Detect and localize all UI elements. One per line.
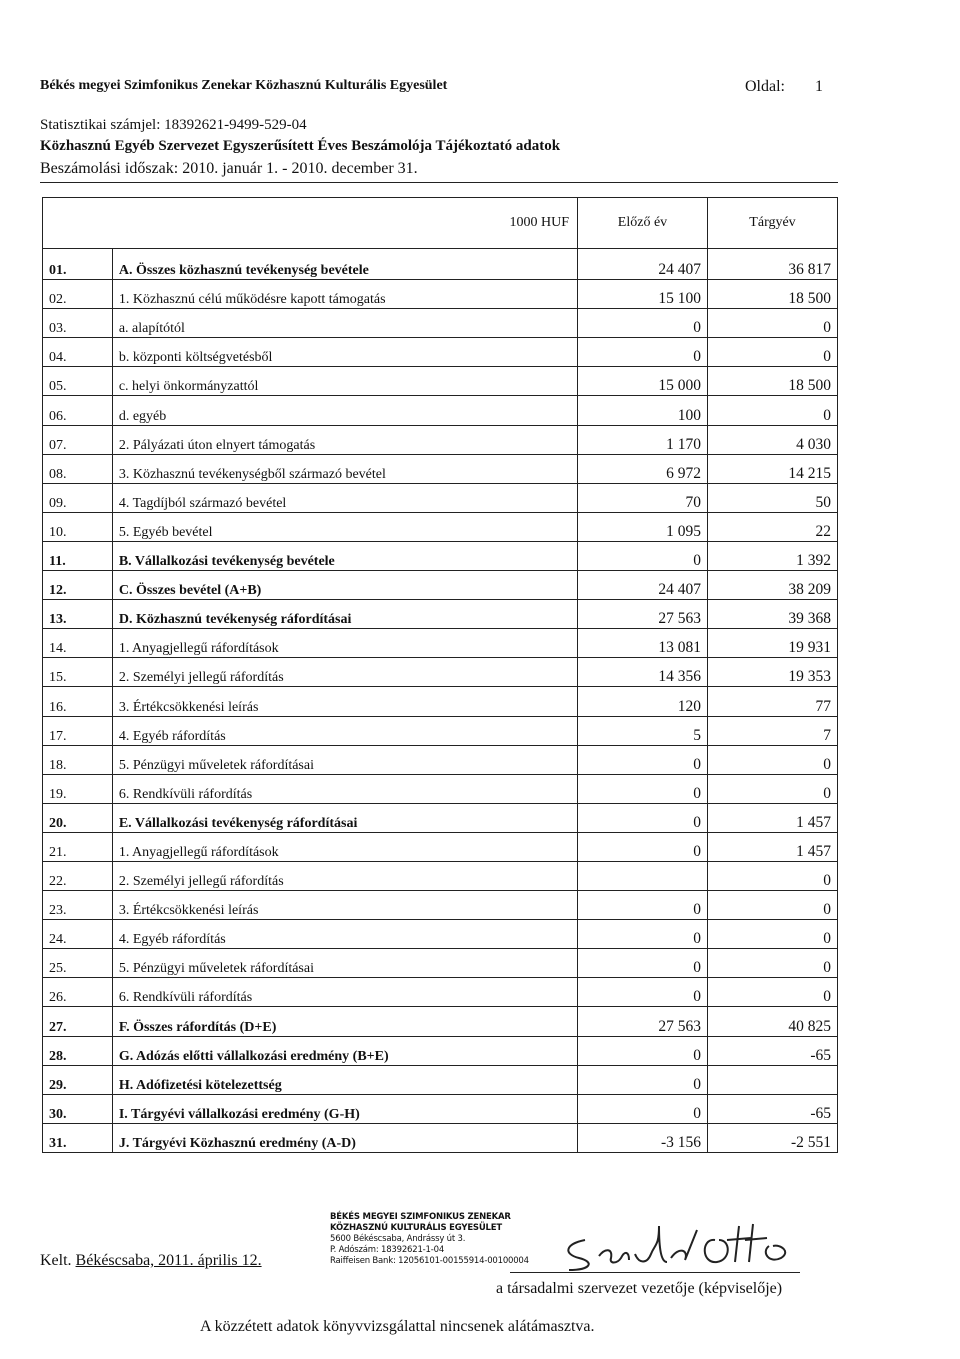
current-year-value: 1 457 [707, 832, 837, 861]
table-row [43, 920, 838, 949]
current-year-value: 4 030 [707, 425, 837, 454]
row-code: 22. [43, 861, 113, 890]
previous-year-value: 0 [578, 338, 708, 367]
row-label: 2. Pályázati úton elnyert támogatás [112, 425, 577, 454]
previous-year-value: 0 [578, 891, 708, 920]
current-year-value: 19 353 [707, 658, 837, 687]
row-code: 05. [43, 367, 113, 396]
previous-year-value: 24 407 [578, 571, 708, 600]
row-code: 14. [43, 629, 113, 658]
row-label: D. Közhasznú tevékenység ráfordításai [112, 600, 577, 629]
table-row [43, 1036, 838, 1065]
row-code: 06. [43, 396, 113, 425]
previous-year-value: 6 972 [578, 454, 708, 483]
previous-year-value: 0 [578, 803, 708, 832]
current-year-value: 18 500 [707, 280, 837, 309]
row-code: 09. [43, 483, 113, 512]
row-code: 04. [43, 338, 113, 367]
row-label: 2. Személyi jellegű ráfordítás [112, 861, 577, 890]
date-line [40, 1252, 262, 1270]
previous-year-value: 100 [578, 396, 708, 425]
row-label: 6. Rendkívüli ráfordítás [112, 774, 577, 803]
current-year-header: Tárgyév [707, 198, 837, 249]
current-year-value: 1 392 [707, 541, 837, 570]
current-year-value: 39 368 [707, 600, 837, 629]
row-label: 5. Egyéb bevétel [112, 512, 577, 541]
row-code: 08. [43, 454, 113, 483]
current-year-value: 7 [707, 716, 837, 745]
row-code: 13. [43, 600, 113, 629]
row-label: 3. Értékcsökkenési leírás [112, 687, 577, 716]
row-code: 01. [43, 249, 113, 280]
current-year-value: 0 [707, 891, 837, 920]
table-row [43, 396, 838, 425]
row-label: J. Tárgyévi Közhasznú eredmény (A-D) [112, 1123, 577, 1152]
previous-year-value: 0 [578, 745, 708, 774]
report-title: Közhasznú Egyéb Szervezet Egyszerűsített Éves Beszámolója Tájékoztató adatok [40, 138, 561, 154]
signer-label: a társadalmi szervezet vezetője (képviselője) [496, 1280, 783, 1297]
previous-year-value: 15 100 [578, 280, 708, 309]
table-row [43, 483, 838, 512]
previous-year-value [578, 861, 708, 890]
current-year-value: 1 457 [707, 803, 837, 832]
previous-year-value: 24 407 [578, 249, 708, 280]
table-row [43, 745, 838, 774]
current-year-value: 0 [707, 774, 837, 803]
current-year-value: 19 931 [707, 629, 837, 658]
row-label: d. egyéb [112, 396, 577, 425]
table-row [43, 600, 838, 629]
row-label: 2. Személyi jellegű ráfordítás [112, 658, 577, 687]
table-row [43, 774, 838, 803]
row-code: 18. [43, 745, 113, 774]
current-year-value: 36 817 [707, 249, 837, 280]
row-code: 16. [43, 687, 113, 716]
table-row [43, 280, 838, 309]
row-label: b. központi költségvetésből [112, 338, 577, 367]
row-code: 29. [43, 1065, 113, 1094]
page-number: 1 [815, 78, 823, 95]
row-label: 5. Pénzügyi műveletek ráfordításai [112, 949, 577, 978]
row-code: 25. [43, 949, 113, 978]
previous-year-value: 15 000 [578, 367, 708, 396]
statistical-id: Statisztikai számjel: 18392621-9499-529-04 [40, 117, 307, 133]
table-row [43, 338, 838, 367]
row-label: 4. Egyéb ráfordítás [112, 920, 577, 949]
previous-year-value: 5 [578, 716, 708, 745]
page-indicator [745, 78, 823, 96]
row-label: G. Adózás előtti vállalkozási eredmény (B+E) [112, 1036, 577, 1065]
row-label: 3. Közhasznú tevékenységből származó bevétel [112, 454, 577, 483]
table-row [43, 629, 838, 658]
previous-year-value: 0 [578, 1036, 708, 1065]
previous-year-value: 13 081 [578, 629, 708, 658]
row-label: 4. Tagdíjból származó bevétel [112, 483, 577, 512]
row-code: 11. [43, 541, 113, 570]
current-year-value: 50 [707, 483, 837, 512]
stamp-line: P. Adószám: 18392621-1-04 [330, 1245, 445, 1255]
row-code: 21. [43, 832, 113, 861]
table-row [43, 891, 838, 920]
table-row [43, 861, 838, 890]
current-year-value: 0 [707, 949, 837, 978]
table-row [43, 658, 838, 687]
row-label: 6. Rendkívüli ráfordítás [112, 978, 577, 1007]
page-label: Oldal: [745, 78, 785, 95]
previous-year-value: 14 356 [578, 658, 708, 687]
row-code: 15. [43, 658, 113, 687]
table-row [43, 803, 838, 832]
previous-year-value: 0 [578, 832, 708, 861]
current-year-value: -2 551 [707, 1123, 837, 1152]
table-row [43, 1094, 838, 1123]
table-row [43, 309, 838, 338]
current-year-value: 38 209 [707, 571, 837, 600]
row-label: 3. Értékcsökkenési leírás [112, 891, 577, 920]
row-label: C. Összes bevétel (A+B) [112, 571, 577, 600]
current-year-value: 77 [707, 687, 837, 716]
previous-year-value: 27 563 [578, 600, 708, 629]
current-year-value: 18 500 [707, 367, 837, 396]
handwritten-signature [555, 1218, 795, 1274]
stamp-line: BÉKÉS MEGYEI SZIMFONIKUS ZENEKAR [330, 1212, 511, 1222]
date-place: Békéscsaba, 2011. április 12. [75, 1252, 262, 1269]
current-year-value: 0 [707, 745, 837, 774]
previous-year-header: Előző év [578, 198, 708, 249]
row-code: 30. [43, 1094, 113, 1123]
previous-year-value: 0 [578, 978, 708, 1007]
row-code: 10. [43, 512, 113, 541]
previous-year-value: 70 [578, 483, 708, 512]
previous-year-value: 120 [578, 687, 708, 716]
current-year-value: 14 215 [707, 454, 837, 483]
unit-header: 1000 HUF [43, 198, 578, 249]
table-row [43, 949, 838, 978]
current-year-value: 0 [707, 920, 837, 949]
header-divider [40, 182, 838, 183]
table-row [43, 1007, 838, 1036]
row-code: 20. [43, 803, 113, 832]
row-label: 1. Közhasznú célú működésre kapott támogatás [112, 280, 577, 309]
previous-year-value: 0 [578, 774, 708, 803]
table-body [43, 249, 838, 1153]
date-prefix: Kelt. [40, 1252, 72, 1269]
reporting-period: Beszámolási időszak: 2010. január 1. - 2010. december 31. [40, 160, 418, 177]
table-row [43, 541, 838, 570]
current-year-value: -65 [707, 1036, 837, 1065]
table-row [43, 367, 838, 396]
stamp-line: KÖZHASZNÚ KULTURÁLIS EGYESÜLET [330, 1223, 502, 1233]
current-year-value [707, 1065, 837, 1094]
row-code: 07. [43, 425, 113, 454]
row-label: H. Adófizetési kötelezettség [112, 1065, 577, 1094]
previous-year-value: -3 156 [578, 1123, 708, 1152]
row-label: 4. Egyéb ráfordítás [112, 716, 577, 745]
current-year-value: 22 [707, 512, 837, 541]
row-label: c. helyi önkormányzattól [112, 367, 577, 396]
previous-year-value: 1 170 [578, 425, 708, 454]
previous-year-value: 0 [578, 541, 708, 570]
table-row [43, 1123, 838, 1152]
row-code: 12. [43, 571, 113, 600]
table-row [43, 687, 838, 716]
row-label: E. Vállalkozási tevékenység ráfordításai [112, 803, 577, 832]
row-label: a. alapítótól [112, 309, 577, 338]
stamp-line: Raiffeisen Bank: 12056101-00155914-00100004 [330, 1256, 529, 1266]
row-code: 24. [43, 920, 113, 949]
table-row [43, 978, 838, 1007]
row-label: 1. Anyagjellegű ráfordítások [112, 629, 577, 658]
previous-year-value: 0 [578, 949, 708, 978]
audit-note: A közzétett adatok könyvvizsgálattal nincsenek alátámasztva. [200, 1318, 595, 1335]
current-year-value: 0 [707, 338, 837, 367]
previous-year-value: 0 [578, 309, 708, 338]
table-header-row [43, 198, 838, 249]
current-year-value: -65 [707, 1094, 837, 1123]
table-row [43, 249, 838, 280]
row-code: 23. [43, 891, 113, 920]
table-row [43, 716, 838, 745]
table-row [43, 1065, 838, 1094]
row-label: F. Összes ráfordítás (D+E) [112, 1007, 577, 1036]
previous-year-value: 0 [578, 1094, 708, 1123]
previous-year-value: 27 563 [578, 1007, 708, 1036]
signature-line [510, 1272, 800, 1273]
stamp-line: 5600 Békéscsaba, Andrássy út 3. [330, 1234, 466, 1244]
previous-year-value: 1 095 [578, 512, 708, 541]
current-year-value: 0 [707, 309, 837, 338]
row-code: 17. [43, 716, 113, 745]
financial-table [42, 197, 838, 1153]
row-code: 27. [43, 1007, 113, 1036]
row-code: 26. [43, 978, 113, 1007]
current-year-value: 0 [707, 396, 837, 425]
row-code: 02. [43, 280, 113, 309]
current-year-value: 0 [707, 861, 837, 890]
row-code: 03. [43, 309, 113, 338]
table-row [43, 454, 838, 483]
table-row [43, 512, 838, 541]
row-label: 5. Pénzügyi műveletek ráfordításai [112, 745, 577, 774]
previous-year-value: 0 [578, 920, 708, 949]
current-year-value: 40 825 [707, 1007, 837, 1036]
row-code: 28. [43, 1036, 113, 1065]
organization-stamp [330, 1212, 529, 1267]
current-year-value: 0 [707, 978, 837, 1007]
table-row [43, 571, 838, 600]
row-label: A. Összes közhasznú tevékenység bevétele [112, 249, 577, 280]
row-label: 1. Anyagjellegű ráfordítások [112, 832, 577, 861]
organization-name: Békés megyei Szimfonikus Zenekar Közhasznú Kulturális Egyesület [40, 78, 448, 93]
row-code: 19. [43, 774, 113, 803]
row-code: 31. [43, 1123, 113, 1152]
table-row [43, 425, 838, 454]
previous-year-value: 0 [578, 1065, 708, 1094]
table-row [43, 832, 838, 861]
row-label: B. Vállalkozási tevékenység bevétele [112, 541, 577, 570]
row-label: I. Tárgyévi vállalkozási eredmény (G-H) [112, 1094, 577, 1123]
